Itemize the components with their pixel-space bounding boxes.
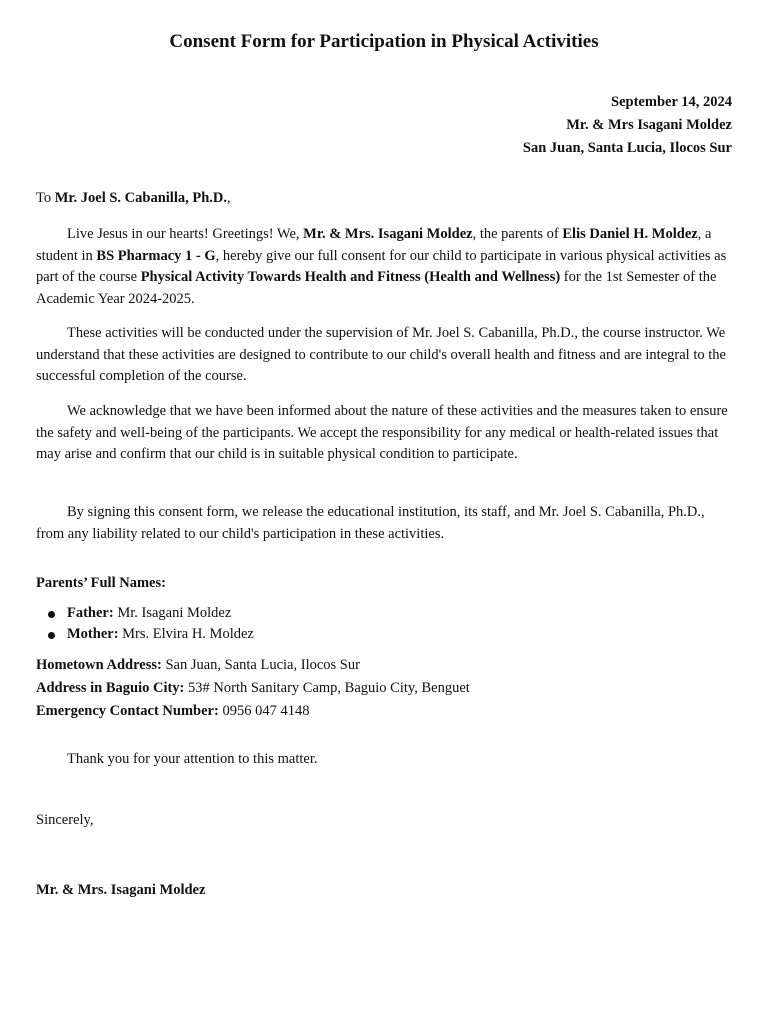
student-program: BS Pharmacy 1 - G bbox=[96, 247, 216, 264]
bullet-icon bbox=[48, 632, 55, 639]
paragraph-text: Live Jesus in our hearts! Greetings! We, bbox=[67, 226, 304, 242]
paragraph-text: , the parents of bbox=[472, 226, 563, 242]
signature-name: Mr. & Mrs. Isagani Moldez bbox=[36, 882, 206, 898]
salutation bbox=[36, 188, 231, 209]
letter-location: San Juan, Santa Lucia, Ilocos Sur bbox=[522, 140, 732, 156]
parents-heading: Parents’ Full Names: bbox=[36, 575, 166, 591]
contact-info bbox=[36, 654, 470, 723]
salutation-recipient: Mr. Joel S. Cabanilla, Ph.D. bbox=[54, 190, 228, 206]
thanks-line: Thank you for your attention to this matter. bbox=[67, 751, 318, 767]
hometown-value: San Juan, Santa Lucia, Ilocos Sur bbox=[161, 657, 360, 673]
baguio-value: 53# North Sanitary Camp, Baguio City, Benguet bbox=[184, 680, 470, 696]
paragraph-text: for the 1st Semester of the Academic Year 2024-2025. bbox=[36, 269, 717, 307]
emergency-label: Emergency Contact Number: bbox=[36, 703, 219, 719]
baguio-address bbox=[36, 677, 470, 700]
paragraph-consent bbox=[36, 224, 732, 310]
mother-name: Mrs. Elvira H. Moldez bbox=[118, 626, 254, 642]
paragraph-acknowledgement: We acknowledge that we have been informed about the nature of these activities and the measures taken to ensure the safety and well-being of the participants. We accept the responsibility for any medical or health-related issues that may arise and confirm that our child is in suitable physical condition to participate. bbox=[36, 403, 728, 462]
document-title: Consent Form for Participation in Physical Activities bbox=[169, 31, 599, 52]
parents-list bbox=[36, 603, 254, 645]
letter-header bbox=[523, 91, 732, 160]
father-name: Mr. Isagani Moldez bbox=[113, 605, 232, 621]
course-name: Physical Activity Towards Health and Fitness (Health and Wellness) bbox=[140, 269, 561, 285]
hometown-label: Hometown Address: bbox=[36, 657, 162, 673]
father-label: Father: bbox=[67, 605, 114, 621]
baguio-label: Address in Baguio City: bbox=[36, 680, 185, 696]
closing-line: Sincerely, bbox=[36, 812, 94, 828]
parents-name: Mr. & Mrs. Isagani Moldez bbox=[303, 226, 473, 242]
hometown-address bbox=[36, 654, 470, 677]
salutation-suffix: , bbox=[227, 190, 231, 206]
letter-sender: Mr. & Mrs Isagani Moldez bbox=[566, 117, 732, 133]
mother-label: Mother: bbox=[67, 626, 119, 642]
letter-date: September 14, 2024 bbox=[611, 94, 732, 110]
paragraph-release: By signing this consent form, we release the educational institution, its staff, and Mr. Joel S. Cabanilla, Ph.D., from any liability related to our child's participation in these activities. bbox=[36, 504, 705, 542]
salutation-prefix: To bbox=[36, 190, 55, 206]
student-name: Elis Daniel H. Moldez bbox=[562, 226, 698, 242]
list-item-mother bbox=[36, 624, 254, 645]
paragraph-text: , hereby give our full consent for our child to participate in various physical activities as part of the course bbox=[36, 247, 727, 285]
bullet-icon bbox=[48, 611, 55, 618]
paragraph-supervision: These activities will be conducted under the supervision of Mr. Joel S. Cabanilla, Ph.D., the course instructor. We understand that these activities are designed to contribute to our child's overall health and fitness and are integral to the successful completion of the course. bbox=[36, 325, 726, 384]
paragraph-text: , a student in bbox=[36, 226, 712, 264]
list-item-father bbox=[36, 603, 254, 624]
emergency-contact bbox=[36, 700, 470, 723]
emergency-value: 0956 047 4148 bbox=[218, 703, 310, 719]
